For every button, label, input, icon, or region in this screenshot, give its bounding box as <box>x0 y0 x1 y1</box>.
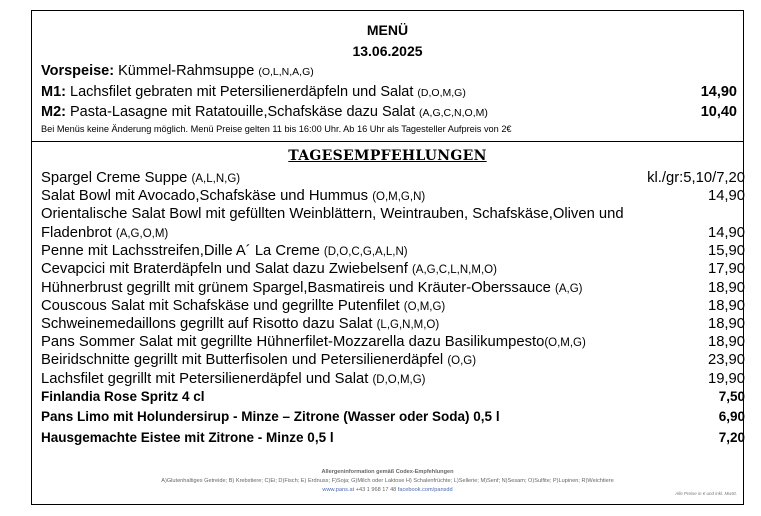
dish-item: Penne mit Lachsstreifen,Dille A´ La Creme (D,O,C,G,A,L,N) <box>41 243 408 259</box>
drink-price: 7,20 <box>718 430 745 445</box>
allergen-title: Allergeninformation gemäß Codex-Empfehlungen <box>321 469 454 475</box>
drink-item: Finlandia Rose Spritz 4 cl <box>41 389 205 404</box>
vorspeise-line <box>41 63 314 79</box>
tages-heading: TAGESEMPFEHLUNGEN <box>288 148 487 164</box>
contact-line <box>31 487 744 493</box>
vorspeise-text: Kümmel-Rahmsuppe <box>114 63 259 79</box>
drink-price: 7,50 <box>718 389 745 404</box>
dish-item: Hühnerbrust gegrillt mit grünem Spargel,Basmatireis und Kräuter-Oberssauce (A,G) <box>41 280 583 296</box>
menu-2-line <box>41 104 488 120</box>
drink-price: 6,90 <box>718 409 745 424</box>
dish-price: 18,90 <box>707 298 745 314</box>
menu-1-codes: (D,O,M,G) <box>417 87 466 99</box>
price-note: Alle Preise in € und inkl. MwSt. <box>675 491 737 496</box>
dish-item: Pans Sommer Salat mit gegrillte Hühnerfilet-Mozzarella dazu Basilikumpesto(O,M,G) <box>41 334 586 350</box>
drink-item: Hausgemachte Eistee mit Zitrone - Minze 0,5 l <box>41 430 334 445</box>
dish-item: Salat Bowl mit Avocado,Schafskäse und Hummus (O,M,G,N) <box>41 188 426 204</box>
menu-1-label: M1: <box>41 84 66 100</box>
vorspeise-label: Vorspeise: <box>41 63 115 79</box>
dish-item: Spargel Creme Suppe (A,L,N,G) <box>41 170 241 186</box>
vorspeise-codes: (O,L,N,A,G) <box>258 66 314 78</box>
menu-1-price: 14,90 <box>700 84 737 100</box>
dish-price: 17,90 <box>707 261 745 277</box>
dish-price: 18,90 <box>707 316 745 332</box>
menu-note: Bei Menüs keine Änderung möglich. Menü Preise gelten 11 bis 16:00 Uhr. Ab 16 Uhr als Tagesteller Aufpreis von 2€ <box>41 124 512 134</box>
dish-price: 18,90 <box>707 334 745 350</box>
website-link[interactable]: www.pans.at <box>322 487 355 493</box>
dish-price: 23,90 <box>707 352 745 368</box>
section-divider <box>31 141 744 142</box>
dish-price: 15,90 <box>707 243 745 259</box>
dish-item: Cevapcici mit Braterdäpfeln und Salat dazu Zwiebelsenf (A,G,C,L,N,M,O) <box>41 261 497 277</box>
phone-number: +43 1 968 17 48 <box>354 487 398 493</box>
allergen-list: A)Glutenhaltiges Getreide; B) Krebstiere; C)Ei; D)Fisch; E) Erdnuss; F)Soja; G)Milch oder Laktose H) Schalenfrüchte; L)Sellerie; M)Senf; N)Sesam; O)Sulfite; P)Lupinen; R)Weichtiere <box>161 478 614 484</box>
dish-item: Lachsfilet gegrillt mit Petersilienerdäpfel und Salat (D,O,M,G) <box>41 371 426 387</box>
menu-1-text: Lachsfilet gebraten mit Petersilienerdäpfeln und Salat <box>65 84 418 100</box>
dish-price: kl./gr:5,10/7,20 <box>647 170 745 186</box>
dish-item: Fladenbrot (A,G,O,M) <box>41 225 169 241</box>
dish-price: 19,90 <box>707 371 745 387</box>
menu-date: 13.06.2025 <box>352 43 423 59</box>
dish-item: Beiridschnitte gegrillt mit Butterfisolen und Petersilienerdäpfel (O,G) <box>41 352 477 368</box>
dish-price: 18,90 <box>707 280 745 296</box>
dish-item: Schweinemedaillons gegrillt auf Risotto dazu Salat (L,G,N,M,O) <box>41 316 440 332</box>
menu-2-codes: (A,G,C,N,O,M) <box>419 107 488 119</box>
menu-1-line <box>41 84 466 100</box>
menu-2-label: M2: <box>41 104 66 120</box>
dish-price: 14,90 <box>707 225 745 241</box>
menu-2-price: 10,40 <box>700 104 737 120</box>
menu-title: MENÜ <box>366 22 409 38</box>
dish-item: Couscous Salat mit Schafskäse und gegrillte Putenfilet (O,M,G) <box>41 298 446 314</box>
dish-item: Orientalische Salat Bowl mit gefüllten Weinblättern, Weintrauben, Schafskäse,Oliven und <box>41 206 624 222</box>
drink-item: Pans Limo mit Holundersirup - Minze – Zitrone (Wasser oder Soda) 0,5 l <box>41 409 500 424</box>
menu-2-text: Pasta-Lasagne mit Ratatouille,Schafskäse dazu Salat <box>65 104 420 120</box>
facebook-link[interactable]: facebook.com/pansdd <box>397 487 453 493</box>
dish-price: 14,90 <box>707 188 745 204</box>
